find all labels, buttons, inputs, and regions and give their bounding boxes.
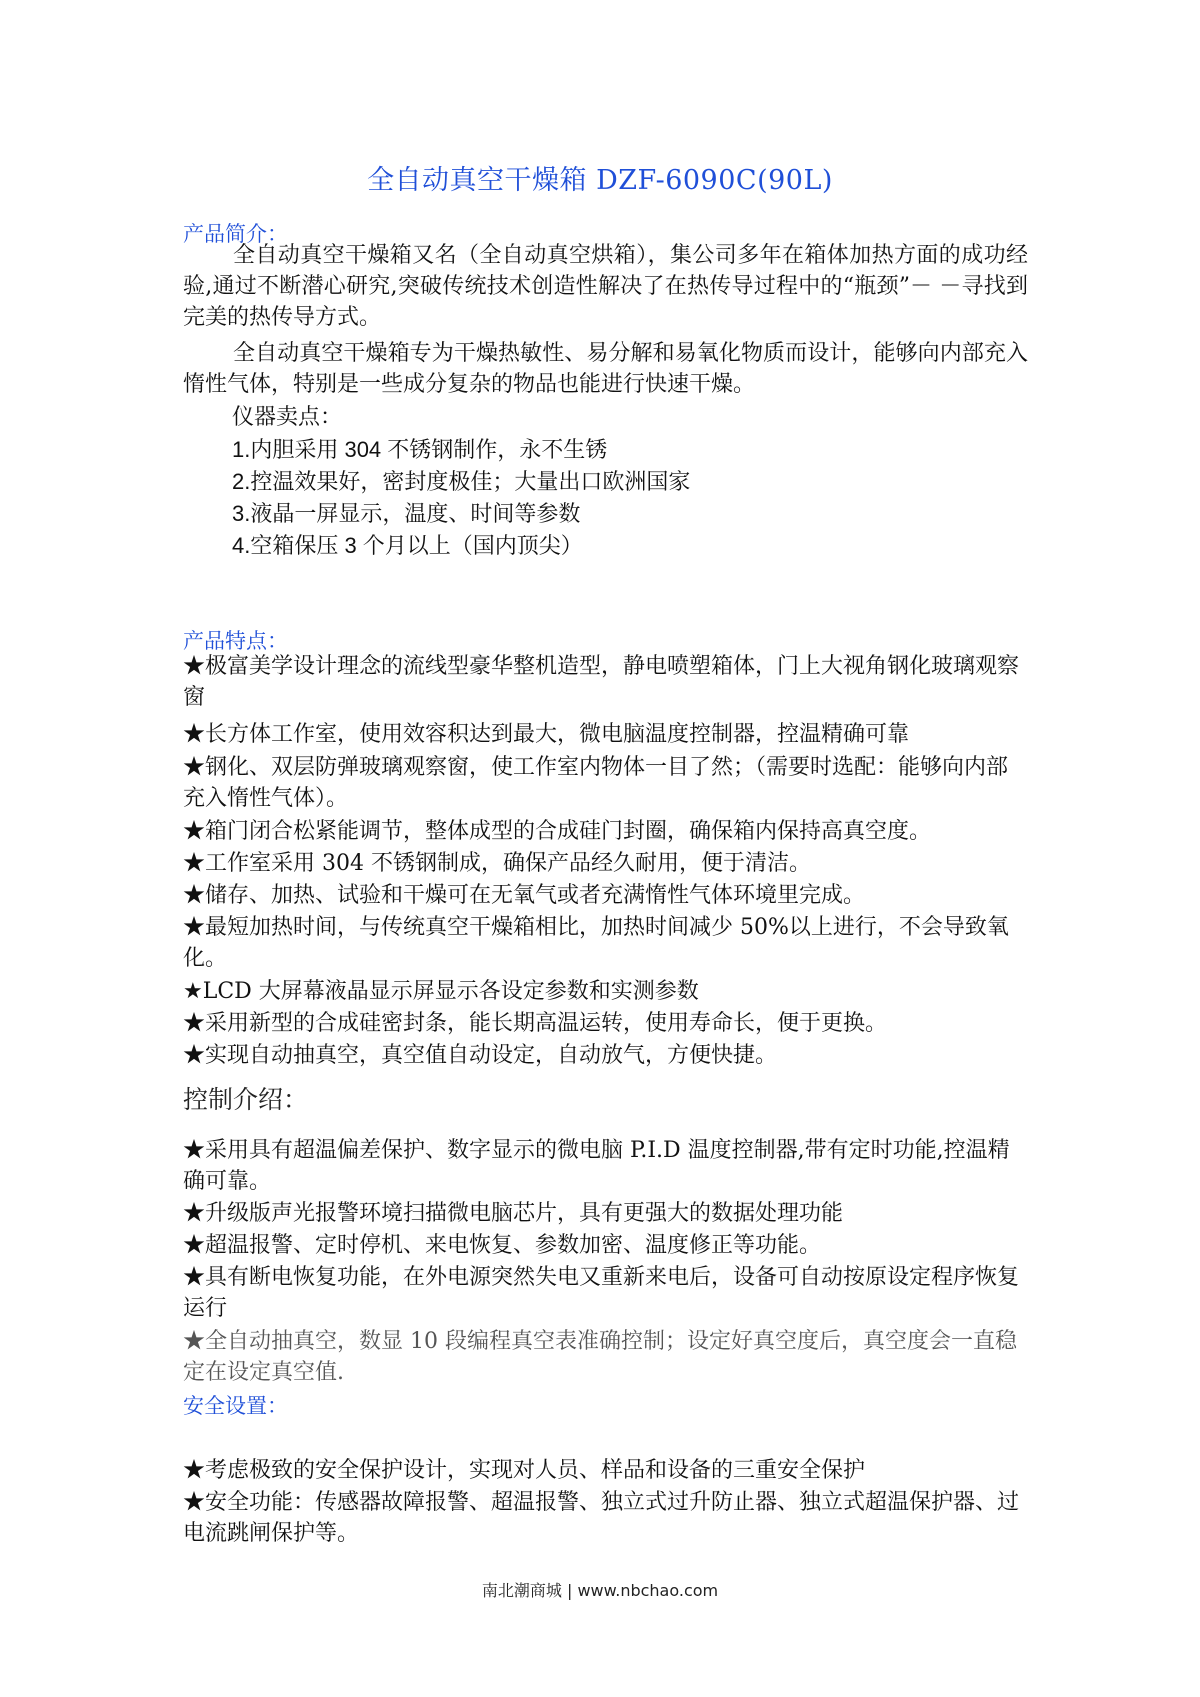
feature-item: ★长方体工作室，使用效容积达到最大，微电脑温度控制器，控温精确可靠: [183, 722, 910, 747]
control-heading: 控制介绍：: [183, 1085, 309, 1114]
features-heading: 产品特点：: [183, 629, 288, 653]
selling-point: 2.控温效果好，密封度极佳；大量出口欧洲国家: [232, 469, 691, 494]
feature-item: ★钢化、双层防弹玻璃观察窗，使工作室内物体一目了然；（需要时选配：能够向内部充入惰性气体）。: [183, 755, 1009, 811]
control-item: ★升级版声光报警环境扫描微电脑芯片，具有更强大的数据处理功能: [183, 1201, 844, 1226]
control-item: ★具有断电恢复功能，在外电源突然失电又重新来电后，设备可自动按原设定程序恢复运行: [183, 1265, 1020, 1321]
control-item: ★全自动抽真空，数显 10 段编程真空表准确控制；设定好真空度后，真空度会一直稳定在设定真空值.: [183, 1329, 1017, 1385]
selling-point: 1.内胆采用 304 不锈钢制作，永不生锈: [232, 437, 608, 462]
feature-item: ★极富美学设计理念的流线型豪华整机造型，静电喷塑箱体，门上大视角钢化玻璃观察窗: [183, 654, 1020, 710]
feature-item: ★实现自动抽真空，真空值自动设定，自动放气，方便快捷。: [183, 1043, 778, 1068]
safety-heading: 安全设置：: [183, 1394, 288, 1418]
feature-item: ★最短加热时间，与传统真空干燥箱相比，加热时间减少 50%以上进行，不会导致氧化。: [183, 915, 1009, 971]
feature-item: ★LCD 大屏幕液晶显示屏显示各设定参数和实测参数: [183, 979, 699, 1004]
page-footer: 南北潮商城 | www.nbchao.com: [481, 1581, 719, 1600]
feature-item: ★工作室采用 304 不锈钢制成，确保产品经久耐用，便于清洁。: [183, 851, 811, 876]
selling-point: 3.液晶一屏显示，温度、时间等参数: [232, 501, 581, 526]
document-title: 全自动真空干燥箱 DZF-6090C(90L): [367, 165, 833, 196]
feature-item: ★箱门闭合松紧能调节，整体成型的合成硅门封圈，确保箱内保持高真空度。: [183, 819, 932, 844]
intro-paragraph-1: 全自动真空干燥箱又名（全自动真空烘箱），集公司多年在箱体加热方面的成功经验,通过不断潜心研究,突破传统技术创造性解决了在热传导过程中的“瓶颈”－ －寻找到完美的热传导方式。: [183, 243, 1028, 330]
feature-item: ★采用新型的合成硅密封条，能长期高温运转，使用寿命长，便于更换。: [183, 1011, 888, 1036]
intro-heading: 产品简介：: [183, 222, 288, 246]
feature-item: ★储存、加热、试验和干燥可在无氧气或者充满惰性气体环境里完成。: [183, 883, 866, 908]
control-item: ★采用具有超温偏差保护、数字显示的微电脑 P.I.D 温度控制器,带有定时功能,控温精确可靠。: [183, 1138, 1010, 1194]
selling-points-heading: 仪器卖点：: [232, 405, 343, 430]
intro-paragraph-2: 全自动真空干燥箱专为干燥热敏性、易分解和易氧化物质而设计，能够向内部充入惰性气体，特别是一些成分复杂的物品也能进行快速干燥。: [183, 341, 1028, 397]
safety-item: ★安全功能：传感器故障报警、超温报警、独立式过升防止器、独立式超温保护器、过电流跳闸保护等。: [183, 1490, 1020, 1546]
control-item: ★超温报警、定时停机、来电恢复、参数加密、温度修正等功能。: [183, 1233, 822, 1258]
safety-item: ★考虑极致的安全保护设计，实现对人员、样品和设备的三重安全保护: [183, 1458, 866, 1483]
selling-point: 4.空箱保压 3 个月以上（国内顶尖）: [232, 533, 583, 558]
